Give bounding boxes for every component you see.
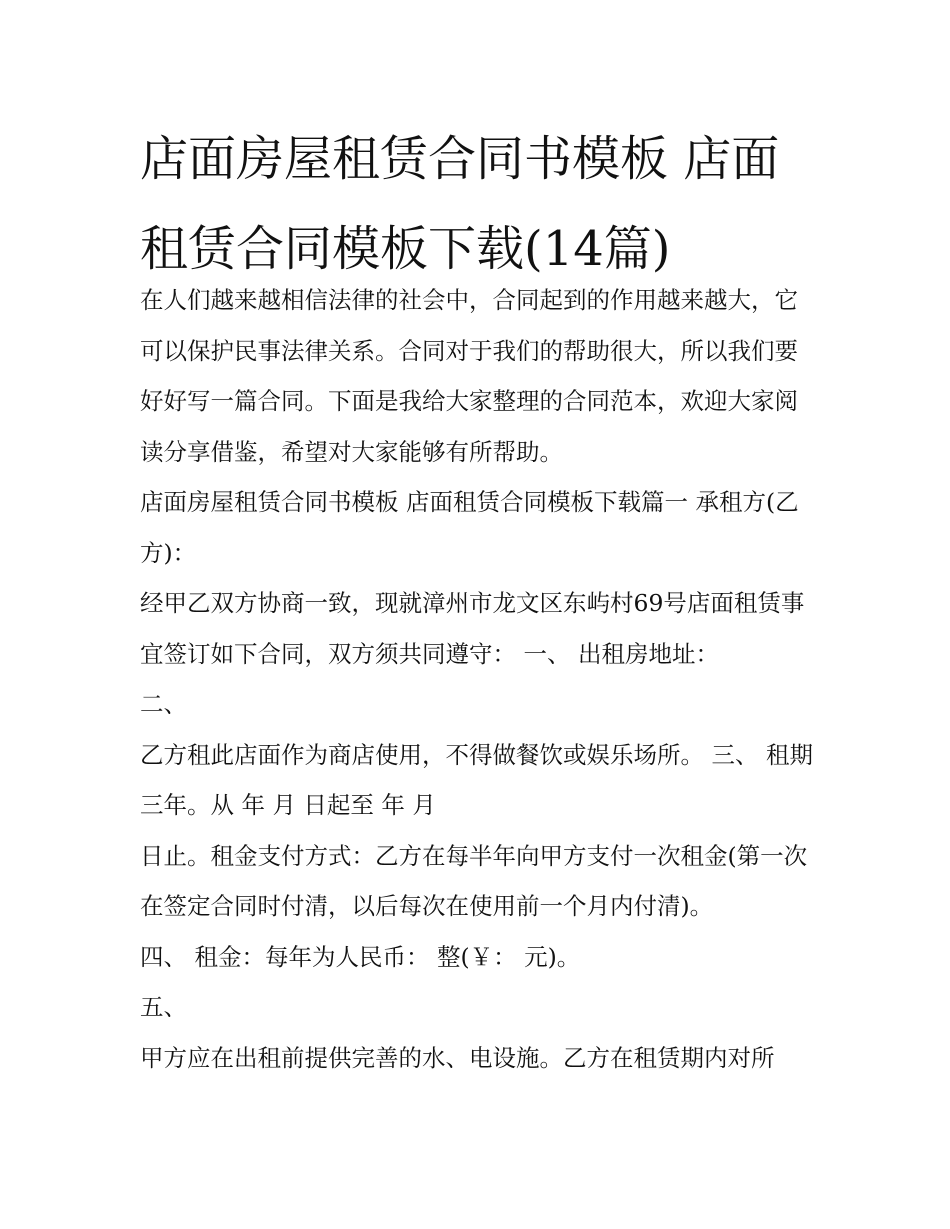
document-title: 店面房屋租赁合同书模板 店面租赁合同模板下载(14篇)	[140, 131, 780, 277]
document-body	[140, 275, 820, 1083]
paragraph-payment: 日止。租金支付方式：乙方在每半年向甲方支付一次租金(第一次在签定合同时付清，以后每次在使用前一个月内付清)。	[140, 841, 808, 920]
paragraph-usage-term: 乙方租此店面作为商店使用，不得做餐饮或娱乐场所。 三、 租期三年。从 年 月 日起至 年 月	[140, 740, 813, 819]
paragraph-clause-two: 二、	[140, 690, 187, 718]
paragraph-rent: 四、 租金：每年为人民币： 整(￥： 元)。	[140, 942, 581, 971]
paragraph-agreement: 经甲乙双方协商一致，现就漳州市龙文区东屿村69号店面租赁事宜签订如下合同，双方须共同遵守： 一、 出租房地址：	[140, 589, 805, 668]
paragraph-clause-five: 五、	[140, 993, 187, 1021]
paragraph-heading-part-one: 店面房屋租赁合同书模板 店面租赁合同模板下载篇一 承租方(乙方)：	[140, 488, 799, 567]
paragraph-facilities: 甲方应在出租前提供完善的水、电设施。乙方在租赁期内对所	[140, 1043, 775, 1072]
paragraph-intro: 在人们越来越相信法律的社会中，合同起到的作用越来越大，它可以保护民事法律关系。合同对于我们的帮助很大，所以我们要好好写一篇合同。下面是我给大家整理的合同范本，欢迎大家阅读分享借鉴，希望对大家能够有所帮助。	[140, 286, 798, 466]
